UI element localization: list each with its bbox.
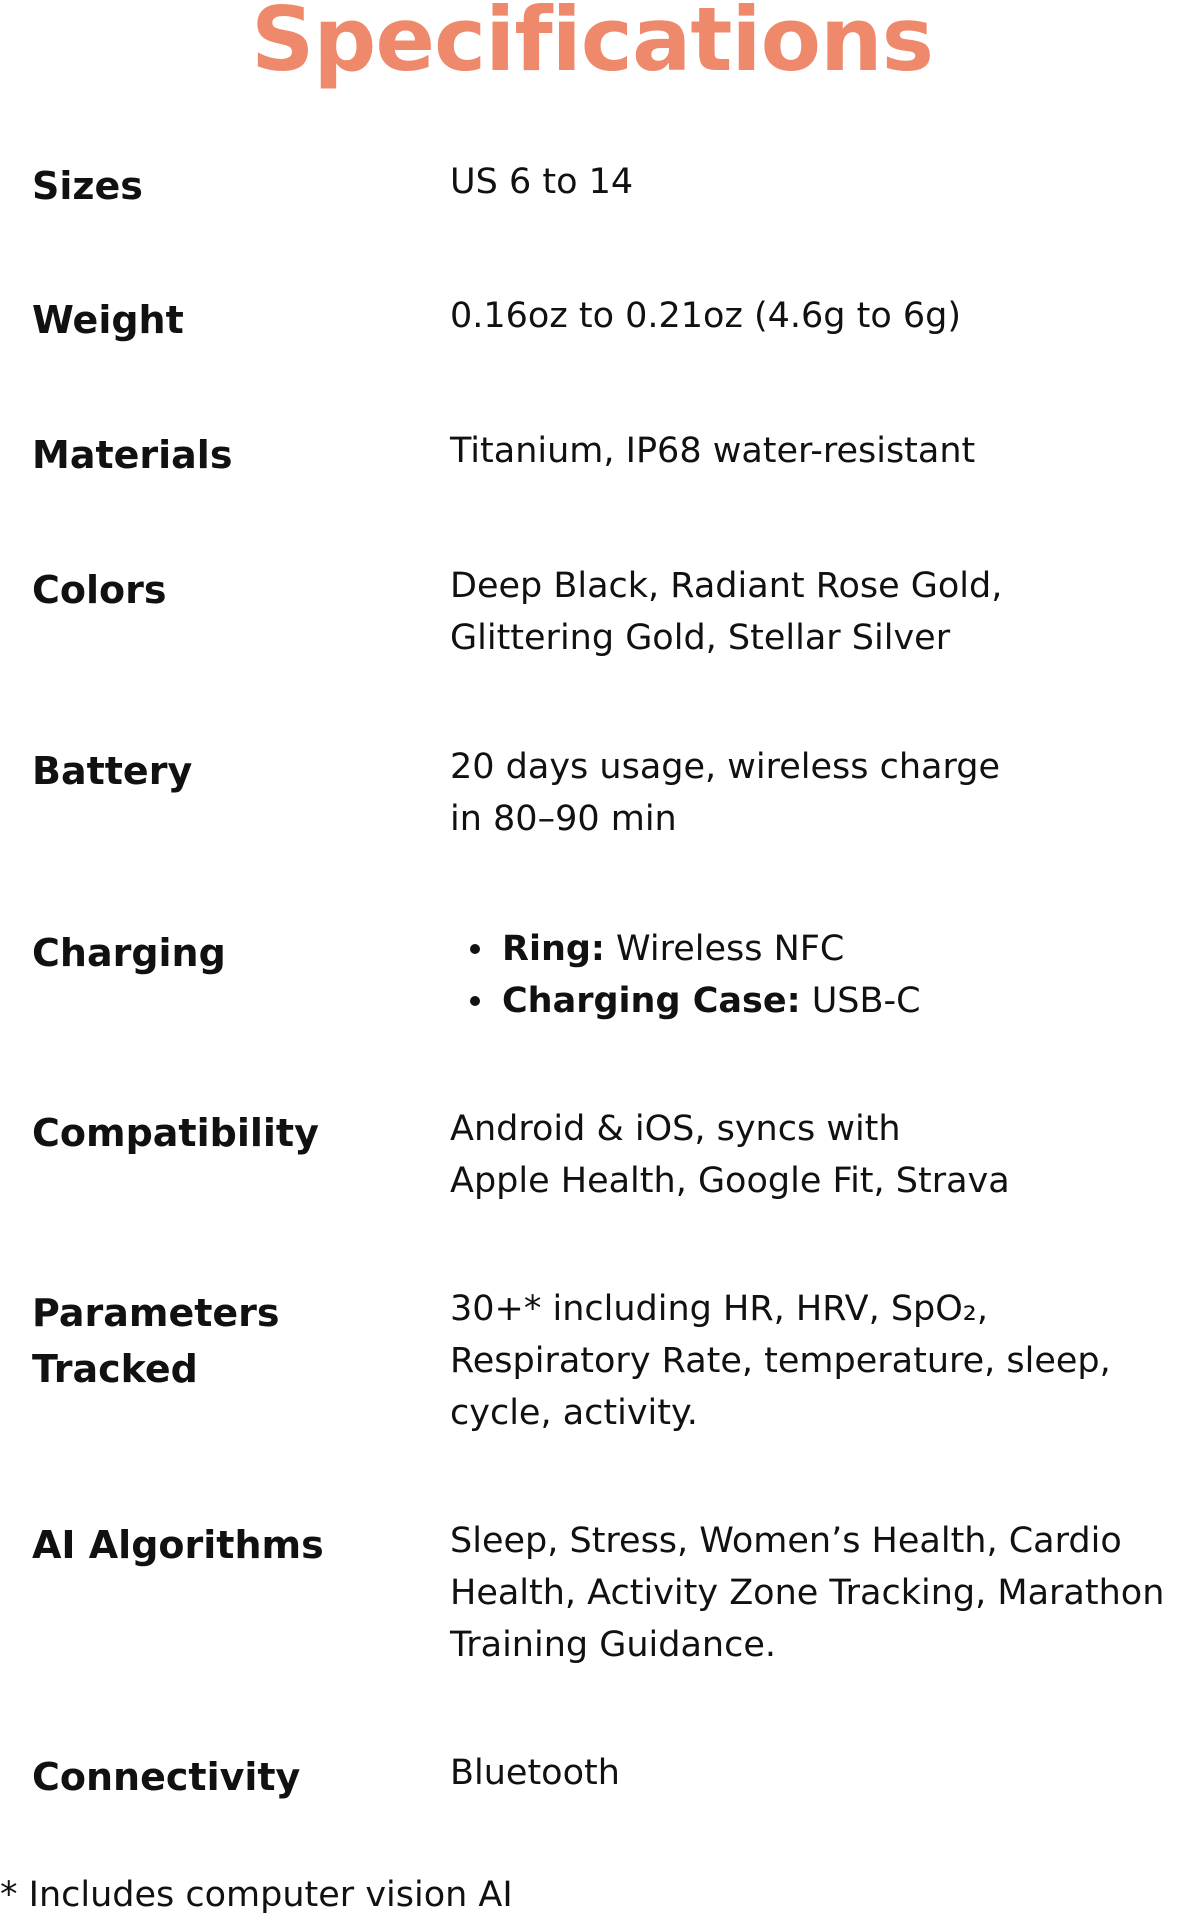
- bullet-text: Wireless NFC: [604, 929, 845, 969]
- label-line: Parameters: [32, 1291, 280, 1335]
- spec-value-ai-algorithms: [450, 1515, 1165, 1671]
- spec-label-ai-algorithms: AI Algorithms: [32, 1523, 324, 1567]
- bullet-dot-icon: [470, 944, 480, 954]
- bullet-text: USB-C: [800, 981, 921, 1021]
- charging-bullet-list: [450, 923, 1150, 1027]
- value-line: Glittering Gold, Stellar Silver: [450, 618, 951, 658]
- spec-value-colors: [450, 560, 1150, 664]
- value-line: Health, Activity Zone Tracking, Marathon: [450, 1573, 1165, 1613]
- bullet-item-charging-case: [450, 975, 1150, 1027]
- spec-value-charging: [450, 923, 1150, 1027]
- spec-label-parameters: [32, 1285, 280, 1397]
- footnote: * Includes computer vision AI: [0, 1875, 513, 1915]
- bullet-key: Charging Case:: [502, 981, 801, 1021]
- value-line: Apple Health, Google Fit, Strava: [450, 1161, 1010, 1201]
- spec-label-connectivity: Connectivity: [32, 1755, 301, 1799]
- spec-value-compatibility: [450, 1103, 1150, 1207]
- spec-value-sizes: [450, 156, 1150, 208]
- value-line: Android & iOS, syncs with: [450, 1109, 901, 1149]
- page-title: Specifications: [250, 0, 934, 91]
- value-line: US 6 to 14: [450, 162, 634, 202]
- value-line: Training Guidance.: [450, 1625, 777, 1665]
- value-line: 30+* including HR, HRV, SpO₂,: [450, 1289, 988, 1329]
- bullet-key: Ring:: [502, 929, 605, 969]
- spec-label-charging: Charging: [32, 931, 226, 975]
- bullet-dot-icon: [470, 996, 480, 1006]
- spec-label-compatibility: Compatibility: [32, 1111, 319, 1155]
- spec-value-connectivity: [450, 1747, 1150, 1799]
- spec-value-parameters: [450, 1283, 1150, 1439]
- value-line: Titanium, IP68 water-resistant: [450, 431, 976, 471]
- value-line: in 80–90 min: [450, 799, 677, 839]
- spec-value-materials: [450, 425, 1150, 477]
- spec-value-weight: [450, 290, 1150, 342]
- value-line: Respiratory Rate, temperature, sleep,: [450, 1341, 1111, 1381]
- spec-label-materials: Materials: [32, 433, 233, 477]
- value-line: Sleep, Stress, Women’s Health, Cardio: [450, 1521, 1122, 1561]
- spec-label-colors: Colors: [32, 568, 167, 612]
- value-line: 0.16oz to 0.21oz (4.6g to 6g): [450, 296, 962, 336]
- value-line: 20 days usage, wireless charge: [450, 747, 1001, 787]
- spec-label-weight: Weight: [32, 298, 184, 342]
- value-line: Bluetooth: [450, 1753, 620, 1793]
- value-line: Deep Black, Radiant Rose Gold,: [450, 566, 1003, 606]
- bullet-item-ring: [450, 923, 1150, 975]
- spec-label-battery: Battery: [32, 749, 193, 793]
- value-line: cycle, activity.: [450, 1393, 698, 1433]
- spec-value-battery: [450, 741, 1150, 845]
- spec-label-sizes: Sizes: [32, 164, 143, 208]
- label-line: Tracked: [32, 1347, 198, 1391]
